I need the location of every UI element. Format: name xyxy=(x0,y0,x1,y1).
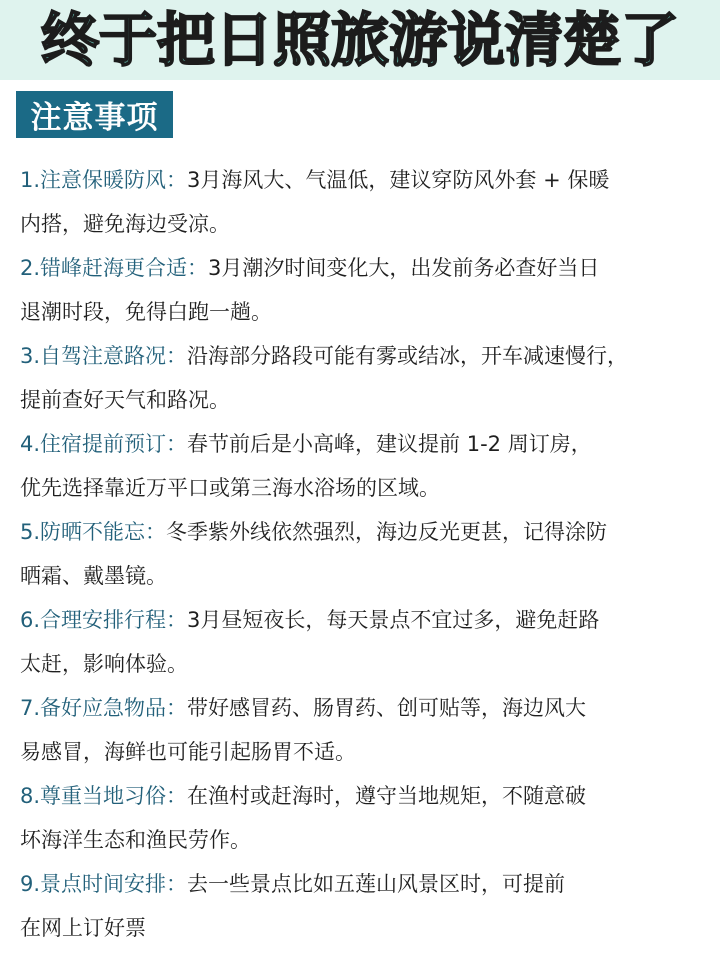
tip-text: 在渔村或赶海时，遵守当地规矩，不随意破 xyxy=(187,784,587,808)
tip-line-2: 在网上订好票 xyxy=(20,916,146,940)
tip-line-2: 内搭，避免海边受凉。 xyxy=(20,212,230,236)
tip-item xyxy=(20,510,720,598)
tip-heading: 8.尊重当地习俗： xyxy=(20,784,188,808)
tip-text: 3月海风大、气温低，建议穿防风外套 + 保暖 xyxy=(187,168,610,192)
tip-heading: 3.自驾注意路况： xyxy=(20,344,188,368)
tip-item xyxy=(20,686,720,774)
section-label: 注意事项 xyxy=(30,100,159,136)
tip-item xyxy=(20,862,720,950)
tip-line-1 xyxy=(20,774,720,818)
tip-item xyxy=(20,158,720,246)
tip-heading: 1.注意保暖防风： xyxy=(20,168,188,192)
tip-heading: 4.住宿提前预订： xyxy=(20,432,188,456)
tip-line-1 xyxy=(20,422,720,466)
tip-line-2: 退潮时段，免得白跑一趟。 xyxy=(20,300,272,324)
tip-text: 沿海部分路段可能有雾或结冰，开车减速慢行， xyxy=(187,344,629,368)
tip-line-2: 提前查好天气和路况。 xyxy=(20,388,230,412)
tips-list xyxy=(20,158,720,950)
tip-line-2: 优先选择靠近万平口或第三海水浴场的区域。 xyxy=(20,476,440,500)
tip-line-2: 坏海洋生态和渔民劳作。 xyxy=(20,828,251,852)
tip-text: 冬季紫外线依然强烈，海边反光更甚，记得涂防 xyxy=(166,520,608,544)
tip-text: 带好感冒药、肠胃药、创可贴等，海边风大 xyxy=(187,696,587,720)
tip-heading: 2.错峰赶海更合适： xyxy=(20,256,209,280)
tip-line-2: 易感冒，海鲜也可能引起肠胃不适。 xyxy=(20,740,356,764)
tip-line-1 xyxy=(20,510,720,554)
tip-item xyxy=(20,598,720,686)
tip-heading: 5.防晒不能忘： xyxy=(20,520,167,544)
section-badge xyxy=(16,91,173,138)
tip-heading: 6.合理安排行程： xyxy=(20,608,188,632)
tip-line-1 xyxy=(20,598,720,642)
tip-text: 春节前后是小高峰，建议提前 1-2 周订房， xyxy=(187,432,592,456)
tip-line-2: 晒霜、戴墨镜。 xyxy=(20,564,167,588)
tip-heading: 7.备好应急物品： xyxy=(20,696,188,720)
tip-item xyxy=(20,774,720,862)
tip-line-1 xyxy=(20,246,720,290)
tip-text: 3月昼短夜长，每天景点不宜过多，避免赶路 xyxy=(187,608,600,632)
tip-item xyxy=(20,422,720,510)
tip-line-1 xyxy=(20,686,720,730)
tip-item xyxy=(20,334,720,422)
tip-line-1 xyxy=(20,158,720,202)
tip-text: 去一些景点比如五莲山风景区时，可提前 xyxy=(187,872,566,896)
tip-heading: 9.景点时间安排： xyxy=(20,872,188,896)
tip-line-1 xyxy=(20,862,720,906)
title-banner xyxy=(0,0,720,80)
page-title: 终于把日照旅游说清楚了 xyxy=(40,6,679,74)
tip-line-1 xyxy=(20,334,720,378)
tip-line-2: 太赶，影响体验。 xyxy=(20,652,188,676)
tip-text: 3月潮汐时间变化大，出发前务必查好当日 xyxy=(208,256,600,280)
tip-item xyxy=(20,246,720,334)
